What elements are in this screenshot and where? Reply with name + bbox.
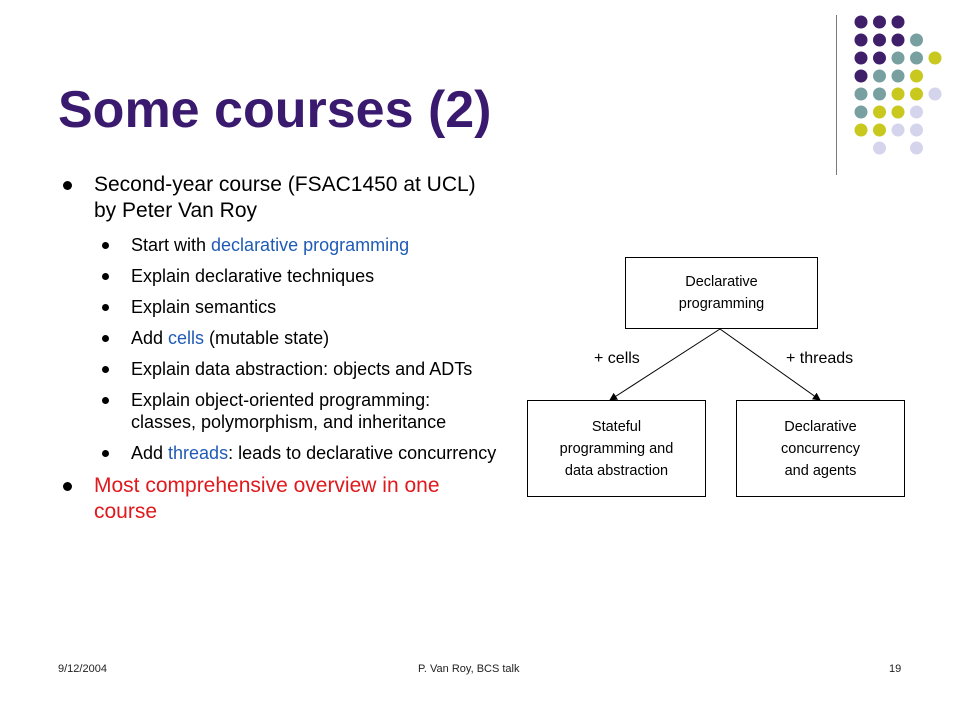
box-text: programming and [559, 440, 674, 457]
sub-bullet-text: Add [131, 328, 169, 348]
decorative-dot [929, 52, 942, 65]
decorative-dot [873, 124, 886, 137]
decorative-dot [873, 88, 886, 101]
slide-title: Some courses (2) [58, 81, 492, 139]
box-text: Declarative [685, 274, 758, 290]
decorative-dot [873, 34, 886, 47]
sub-bullet-text: Add [131, 443, 169, 463]
box-text: Declarative [784, 418, 857, 435]
decorative-dot [892, 88, 905, 101]
decorative-dot [855, 34, 868, 47]
highlight-cells: cells [168, 328, 205, 348]
sub-bullet-declarative [58, 234, 498, 256]
box-text: Stateful [591, 418, 642, 435]
footer-date: 9/12/2004 [58, 663, 107, 675]
bullet-course-text: Second-year course (FSAC1450 at UCL) by Peter Van Roy [94, 173, 476, 222]
label-threads: + threads [786, 350, 854, 367]
decorative-dot [892, 52, 905, 65]
sub-bullet-oop [58, 389, 498, 433]
decorative-dot [855, 70, 868, 83]
sub-bullet-techniques [58, 265, 498, 287]
box-text: programming [678, 296, 765, 312]
decorative-dot [873, 52, 886, 65]
course-diagram [520, 250, 920, 510]
highlight-declarative: declarative programming [211, 235, 410, 255]
decorative-dot [892, 70, 905, 83]
decorative-dot [929, 88, 942, 101]
decorative-dot [855, 16, 868, 29]
decorative-dot [873, 106, 886, 119]
decorative-dot [910, 142, 923, 155]
decorative-dot [873, 16, 886, 29]
bullet-course [58, 172, 498, 224]
box-declarative-concurrency [736, 400, 905, 497]
decorative-dot [892, 34, 905, 47]
box-text: and agents [784, 462, 857, 479]
sub-bullet-text: Start with [131, 235, 212, 255]
box-text: data abstraction [564, 462, 669, 479]
decorative-dot [873, 142, 886, 155]
sub-bullet-semantics [58, 296, 498, 318]
decorative-dot [873, 70, 886, 83]
decorative-dot [855, 88, 868, 101]
sub-bullet-threads [58, 442, 498, 464]
decorative-vertical-line [836, 15, 837, 175]
decorative-dot [892, 124, 905, 137]
footer-page-number: 19 [889, 663, 902, 675]
box-text: concurrency [781, 440, 860, 457]
sub-bullet-data-abstraction [58, 358, 498, 380]
decorative-dot [910, 52, 923, 65]
box-declarative-programming [625, 257, 818, 329]
highlight-threads: threads [168, 443, 229, 463]
label-cells: + cells [594, 350, 640, 367]
sub-bullet-text: Explain object-oriented programming: classes, polymorphism, and inheritance [131, 390, 447, 432]
sub-bullet-text: Explain semantics [131, 297, 277, 317]
bullet-list [58, 172, 498, 535]
decorative-dot [892, 16, 905, 29]
decorative-dot [910, 88, 923, 101]
decorative-dot [855, 106, 868, 119]
sub-bullet-text: (mutable state) [204, 328, 330, 348]
sub-bullet-text: : leads to declarative concurrency [228, 443, 497, 463]
sub-bullet-text: Explain declarative techniques [131, 266, 375, 286]
sub-bullet-cells [58, 327, 498, 349]
decorative-dot [910, 34, 923, 47]
bullet-overview-text: Most comprehensive overview in one course [94, 474, 440, 523]
decorative-dot-grid [840, 12, 960, 162]
decorative-dot [892, 106, 905, 119]
box-stateful-programming [527, 400, 706, 497]
decorative-dot [910, 70, 923, 83]
decorative-dot [910, 106, 923, 119]
decorative-dot [855, 124, 868, 137]
footer-author: P. Van Roy, BCS talk [418, 663, 520, 675]
bullet-overview [58, 473, 498, 525]
sub-bullet-text: Explain data abstraction: objects and ADTs [131, 359, 473, 379]
decorative-dot [910, 124, 923, 137]
decorative-dot [855, 52, 868, 65]
